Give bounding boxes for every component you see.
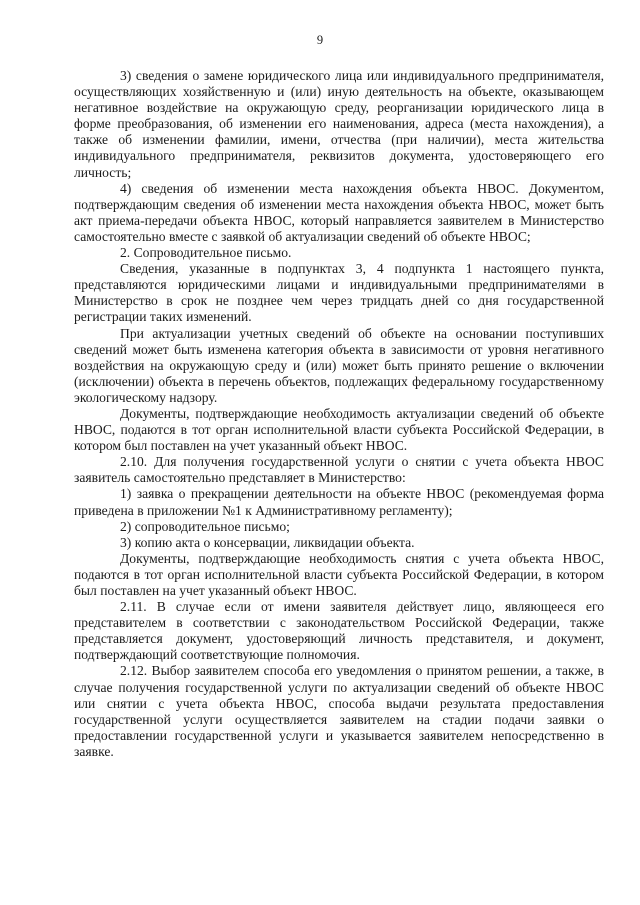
paragraph-cover-letter-2: 2) сопроводительное письмо; bbox=[120, 518, 290, 534]
paragraph-cover-letter: 2. Сопроводительное письмо. bbox=[120, 245, 292, 261]
paragraph-submission-deadline: Сведения, указанные в подпунктах 3, 4 подпункта 1 настоящего пункта, представляются юридическими лицами и индивидуальными предпринимателями в Министерство в срок не позднее чем через тридцать дней со дня государственной регистрации таких изменений. bbox=[74, 261, 604, 325]
paragraph-2-10: 2.10. Для получения государственной услуги о снятии с учета объекта НВОС заявитель самостоятельно представляет в Министерство: bbox=[74, 454, 604, 486]
paragraph-item-4: 4) сведения об изменении места нахождения объекта НВОС. Документом, подтверждающим сведения об изменении места нахождения объекта НВОС, может быть акт приема-передачи объекта НВОС, который направляется заявителем в Министерство самостоятельно вместе с заявкой об актуализации сведений об объекте НВОС; bbox=[74, 180, 604, 244]
page-number: 9 bbox=[316, 33, 324, 47]
paragraph-category-change: При актуализации учетных сведений об объекте на основании поступивших сведений может быть изменена категория объекта в зависимости от уровня негативного воздействия на окружающую среду и (или) может быть принято решение о включении (исключении) объекта в перечень объектов, подлежащих федеральному государственному экологическому надзору. bbox=[74, 325, 604, 405]
paragraph-update-documents: Документы, подтверждающие необходимость актуализации сведений об объекте НВОС, подаются в тот орган исполнительной власти субъекта Российской Федерации, в котором был поставлен на учет указанный объект НВОС. bbox=[74, 405, 604, 454]
document-body bbox=[74, 68, 604, 760]
paragraph-conservation-act: 3) копию акта о консервации, ликвидации объекта. bbox=[120, 534, 415, 550]
paragraph-2-11: 2.11. В случае если от имени заявителя действует лицо, являющееся его представителем в соответствии с законодательством Российской Федерации, также представляется документ, удостоверяющий личность представителя, и документ, подтверждающий соответствующие полномочия. bbox=[74, 599, 604, 663]
paragraph-termination-application: 1) заявка о прекращении деятельности на объекте НВОС (рекомендуемая форма приведена в приложении №1 к Административному регламенту); bbox=[74, 486, 604, 518]
paragraph-item-3: 3) сведения о замене юридического лица или индивидуального предпринимателя, осуществляющих хозяйственную и (или) иную деятельность на объекте, оказывающем негативное воздействие на окружающую среду, реорганизации юридического лица в форме преобразования, об изменении его наименования, адреса (места нахождения), а также об изменении фамилии, имени, отчества (при наличии), места жительства индивидуального предпринимателя, реквизитов документа, удостоверяющего его личность; bbox=[74, 68, 604, 180]
paragraph-2-12: 2.12. Выбор заявителем способа его уведомления о принятом решении, а также, в случае получения государственной услуги по актуализации сведений об объекте НВОС или снятии с учета объекта НВОС, способа выдачи результата предоставления государственной услуги осуществляется заявителем на стадии подачи заявки о предоставлении государственной услуги и указывается заявителем непосредственно в заявке. bbox=[74, 663, 604, 759]
paragraph-deregistration-documents: Документы, подтверждающие необходимость снятия с учета объекта НВОС, подаются в тот орган исполнительной власти субъекта Российской Федерации, в котором был поставлен на учет указанный объект НВОС. bbox=[74, 550, 604, 598]
